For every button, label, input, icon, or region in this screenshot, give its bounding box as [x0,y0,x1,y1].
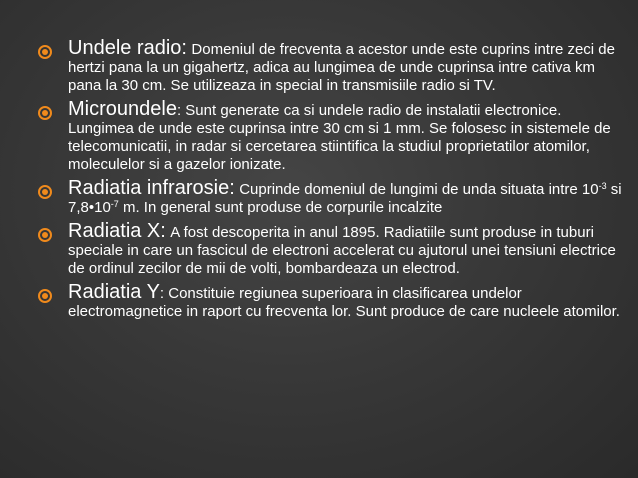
orange-ring-bullet-icon [38,228,52,242]
item-text: : Sunt generate ca si undele radio de instalatii electronice. Lungimea de unde este cuprinsa intre 30 cm si 1 mm. Se folosesc in sistemele de telecomunicatii, in radar si cercetarea stiintifica la studiul proprietatilor atomilor, moleculelor si a gazelor ionizate. [68,102,611,173]
item-heading: Radiatia Y [68,281,160,303]
list-item-microundele [38,99,628,174]
item-heading: Undele radio: [68,37,187,59]
orange-ring-bullet-icon [38,289,52,303]
item-text: A fost descoperita in anul 1895. Radiatiile sunt produse in tuburi speciale in care un fascicul de electroni accelerat cu ajutorul unei tensiuni electrice de ordinul zecilor de mii de volti, bombardeaza un electrod. [68,224,616,277]
item-text: Domeniul de frecventa a acestor unde este cuprins intre zeci de hertzi pana la un gigahertz, adica au lungimea de unde cuprinsa intre cativa km pana la 30 cm. Se utilizeaza in special in transmisiile radio si TV. [68,41,615,94]
list-item-radiatia-infrarosie [38,178,628,217]
item-heading: Microundele [68,98,177,120]
item-text: : Constituie regiunea superioara in clasificarea undelor electromagnetice in raport cu frecventa lor. Sunt produce de care nucleele atomilor. [68,285,620,320]
item-heading: Radiatia X: [68,220,166,242]
item-heading: Radiatia infrarosie: [68,177,235,199]
orange-ring-bullet-icon [38,185,52,199]
orange-ring-bullet-icon [38,106,52,120]
list-item-radiatia-x [38,221,628,278]
item-text-part: Cuprinde domeniul de lungimi de unda situata intre 10 [239,181,599,198]
list-item-undele-radio [38,38,628,95]
item-text-part: si 7,8•10 [68,181,622,216]
item-text-part: m. In general sunt produse de corpurile incalzite [118,199,443,216]
bullet-list [38,38,628,325]
exponent: -3 [598,181,607,191]
list-item-radiatia-y [38,282,628,321]
exponent: -7 [110,199,119,209]
orange-ring-bullet-icon [38,45,52,59]
